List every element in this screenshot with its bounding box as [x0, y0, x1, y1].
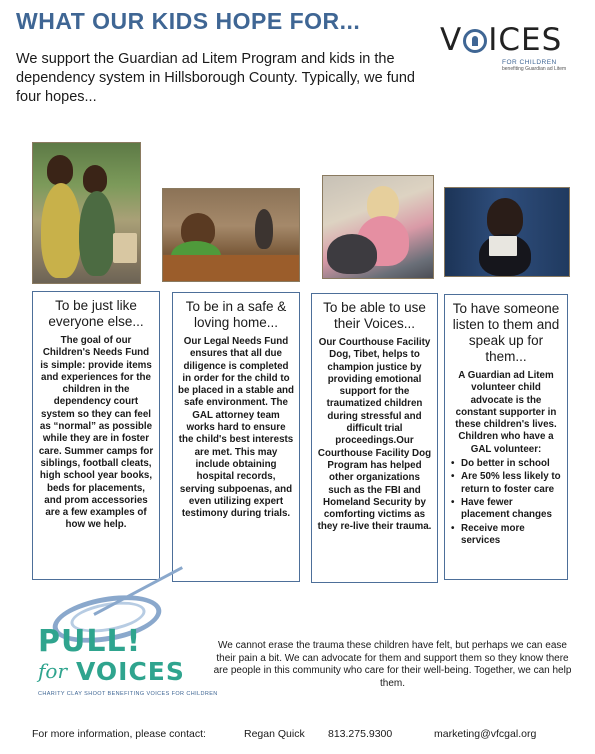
intro-text: We support the Guardian ad Litem Program and kids in the dependency system in Hillsborough County. Typically, we fund four hopes... — [16, 51, 415, 105]
for-wordmark: for — [38, 659, 68, 683]
hope-card-advocate — [444, 294, 568, 580]
page-title: WHAT OUR KIDS HOPE FOR... — [16, 8, 361, 34]
hope-body: Our Courthouse Facility Dog, Tibet, helps to champion justice by providing emotional support for the traumatized children during stressful and difficult trial proceedings.Our Courthouse Facility Dog Program has helped other organizations such as the FBI and Homeland Security by comforting victims as they re-live their trauma. — [317, 337, 432, 533]
closing-statement: We cannot erase the trauma these children have felt, but perhaps we can ease their pain a bit. We can advocate for them and support them so they know there are people in this community who care for their well-being. Together, we can help them. — [213, 640, 572, 689]
pull-wordmark: PULL! — [38, 624, 142, 659]
hope-body: A Guardian ad Litem volunteer child advocate is the constant supporter in these children's lives. Children who have a GAL volunteer: — [455, 370, 557, 455]
logo-tagline: benefiting Guardian ad Litem — [502, 66, 567, 72]
photo-boy-courtroom — [162, 188, 300, 282]
hope-body: Our Legal Needs Fund ensures that all due diligence is completed in order for the child to be placed in a stable and safe environment. The GAL attorney team works hard to ensure the child's best interests are met. This may include obtaining hospital records, serving subpoenas, and even utilizing expert testimony during trials. — [178, 336, 294, 520]
logo-o-icon — [463, 29, 487, 53]
hope-heading: To have someone listen to them and speak up for them... — [452, 301, 560, 364]
hope-heading: To be able to use their Voices... — [323, 300, 426, 331]
pull-tagline: CHARITY CLAY SHOOT BENEFITING VOICES FOR CHILDREN — [38, 691, 218, 697]
voices-for-children-logo — [440, 22, 580, 72]
contact-name: Regan Quick — [244, 728, 305, 740]
hope-body: The goal of our Children's Needs Fund is simple: provide items and experiences for the children in the dependency court system so they can feel as “normal” as possible while they are in foster care. Summer camps for siblings, football cleats, high school year books, beds for placements, and prom accessories are a few examples of how we help. — [38, 335, 154, 531]
list-item: • Receive more services — [450, 523, 562, 548]
photo-girls-outdoors — [32, 142, 141, 284]
list-item: • Do better in school — [450, 458, 562, 470]
pull-for-voices-logo — [32, 597, 218, 707]
hope-heading: To be just like everyone else... — [48, 298, 144, 329]
photo-girl-holding-picture — [444, 187, 570, 277]
logo-subtitle: FOR CHILDREN — [502, 59, 557, 66]
list-item: • Are 50% less likely to return to foster care — [450, 471, 562, 496]
hope-heading: To be in a safe & loving home... — [185, 299, 287, 330]
photo-child-with-dog — [322, 175, 434, 279]
logo-wordmark: V ICES — [440, 22, 563, 58]
hope-card-normal — [32, 291, 160, 580]
hope-card-safe-home — [172, 292, 300, 582]
hope-card-voices — [311, 293, 438, 583]
advocate-benefits-list — [450, 458, 562, 547]
contact-email[interactable]: marketing@vfcgal.org — [434, 728, 537, 740]
contact-prompt: For more information, please contact: — [32, 728, 206, 740]
list-item: • Have fewer placement changes — [450, 497, 562, 522]
voices-wordmark: VOICES — [76, 657, 185, 686]
contact-phone[interactable]: 813.275.9300 — [328, 728, 393, 740]
